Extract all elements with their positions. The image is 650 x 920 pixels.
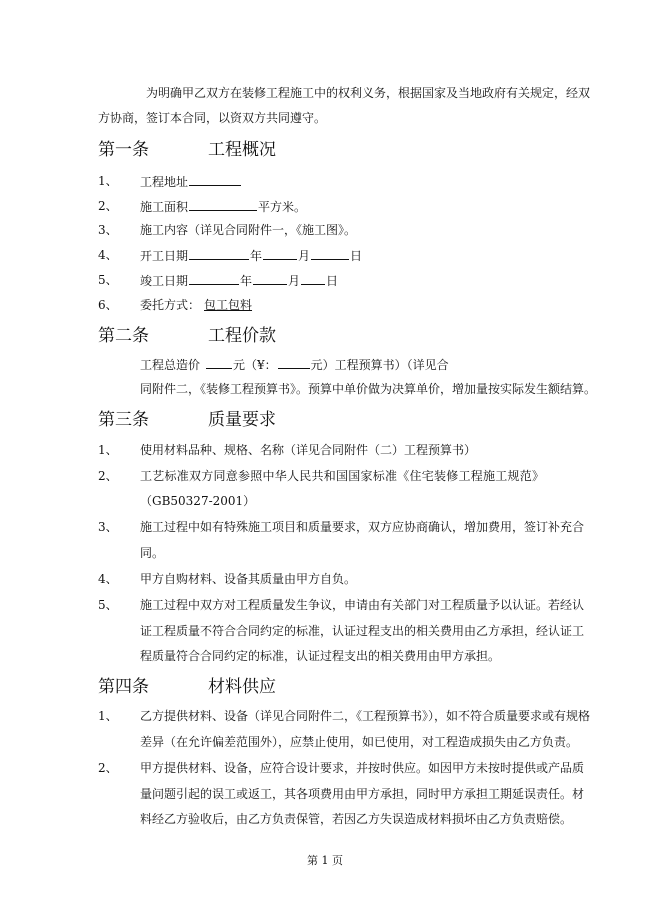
year-unit: 年 [240, 274, 253, 288]
sec3-item-2-line-1: 工艺标准双方同意参照中华人民共和国国家标准《住宅装修工程施工规范》 [140, 469, 544, 483]
section-1-heading [98, 139, 276, 161]
page-number: 第 1 页 [307, 854, 343, 867]
sec4-item-1-number: 1、 [98, 709, 118, 723]
sec3-item-5-line-3: 程质量符合合同约定的标准，认证过程支出的相关费用由甲方承担。 [140, 649, 501, 663]
sec4-item-2-line-2: 量问题引起的误工或返工，其各项费用由甲方承担，同时甲方承担工期延误责任。材 [140, 787, 585, 801]
item-label: 委托方式： [140, 298, 201, 312]
total-price-label: 工程总造价 [140, 358, 201, 372]
blank-year [189, 247, 249, 260]
intro-line-1: 为明确甲乙双方在装修工程施工中的权利义务，根据国家及当地政府有关规定，经双 [146, 86, 591, 100]
section-4-heading [98, 676, 276, 698]
sec2-line-2: 同附件二，《装修工程预算书》。预算中单价做为决算单价，增加量按实际发生额结算。 [140, 382, 597, 396]
item-label: 开工日期 [140, 249, 189, 263]
sec3-item-2-line-2: （GB50327-2001） [140, 494, 256, 508]
blank-month [253, 272, 287, 285]
item-label: 竣工日期 [140, 274, 189, 288]
sec3-item-4-line-1: 甲方自购材料、设备其质量由甲方自负。 [140, 572, 357, 586]
sec3-item-1-number: 1、 [98, 443, 118, 457]
sec2-line-1 [140, 356, 449, 373]
item-number: 4、 [98, 248, 118, 262]
blank-day [301, 272, 325, 285]
sec3-item-1-line-1: 使用材料品种、规格、名称（详见合同附件（二）工程预算书） [140, 443, 477, 457]
item-label: 工程地址 [140, 175, 189, 189]
item-number: 5、 [98, 273, 118, 287]
sec4-item-1-line-2: 差异（在允许偏差范围外），应禁止使用，如已使用，对工程造成损失由乙方负责。 [140, 735, 579, 749]
day-unit: 日 [326, 274, 339, 288]
sec3-item-2-number: 2、 [98, 469, 118, 483]
blank-field [189, 173, 241, 186]
blank-day [311, 247, 349, 260]
sec3-item-3-line-2: 同。 [140, 546, 165, 560]
blank-month [263, 247, 297, 260]
sec3-item-5-line-1: 施工过程中双方对工程质量发生争议，申请由有关部门对工程质量予以认证。若经认 [140, 598, 585, 612]
section-3-title: 质量要求 [208, 410, 276, 430]
sec4-item-2-line-3: 料经乙方验收后，由乙方负责保管，若因乙方失误造成材料损坏由乙方负责赔偿。 [140, 812, 573, 826]
sec4-item-1-line-1: 乙方提供材料、设备（详见合同附件二，《工程预算书》），如不符合质量要求或有规格 [140, 709, 591, 723]
item-number: 6、 [98, 298, 118, 312]
sec3-item-5-number: 5、 [98, 598, 118, 612]
blank-year [189, 272, 239, 285]
blank-field [189, 198, 257, 211]
section-4-title: 材料供应 [208, 677, 276, 697]
item-suffix: 平方米。 [258, 200, 307, 214]
commission-method-value: 包工包料 [204, 298, 253, 312]
item-text: 施工内容（详见合同附件一，《施工图》。 [140, 223, 357, 237]
sec3-item-4-number: 4、 [98, 572, 118, 586]
item-number: 2、 [98, 199, 118, 213]
section-2-number: 第二条 [98, 326, 149, 346]
item-number: 3、 [98, 223, 118, 237]
intro-line-2: 方协商，签订本合同，以资双方共同遵守。 [98, 111, 327, 125]
section-2-heading [98, 325, 276, 347]
item-label: 施工面积 [140, 200, 189, 214]
section-1-title: 工程概况 [208, 140, 276, 160]
section-2-title: 工程价款 [208, 326, 276, 346]
sec3-item-3-line-1: 施工过程中如有特殊施工项目和质量要求，双方应协商确认，增加费用，签订补充合 [140, 520, 585, 534]
year-unit: 年 [250, 249, 263, 263]
month-unit: 月 [288, 274, 301, 288]
section-1-number: 第一条 [98, 140, 149, 160]
blank-price-figure [278, 356, 310, 369]
price-unit-yuan: 元（¥： [233, 358, 277, 372]
section-3-heading [98, 409, 276, 431]
sec3-item-3-number: 3、 [98, 520, 118, 534]
item-number: 1、 [98, 174, 118, 188]
sec3-item-5-line-2: 证工程质量不符合合同约定的标准，认证过程支出的相关费用由乙方承担，经认证工 [140, 624, 585, 638]
month-unit: 月 [298, 249, 311, 263]
section-3-number: 第三条 [98, 410, 149, 430]
day-unit: 日 [350, 249, 363, 263]
sec4-item-2-line-1: 甲方提供材料、设备，应符合设计要求，并按时供应。如因甲方未按时提供或产品质 [140, 761, 585, 775]
price-note: 元）工程预算书）（详见合 [310, 358, 449, 372]
blank-total-price [206, 356, 232, 369]
sec4-item-2-number: 2、 [98, 761, 118, 775]
section-4-number: 第四条 [98, 677, 149, 697]
